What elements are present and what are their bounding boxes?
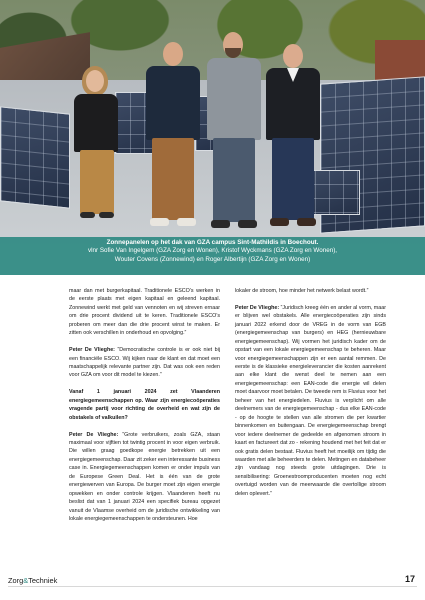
speaker-name: Peter De Vlieghe: [69, 347, 115, 354]
brand-ampersand: & [23, 576, 29, 585]
solar-panel [0, 106, 70, 208]
interview-question: Vanaf 1 januari 2024 zet Vlaanderen energiegemeenschappen op. Waar zijn energiecoöperaties vragende partij voor richting de overheid en wat zijn de obstakels of valkuilen? [69, 389, 220, 421]
paragraph: maar dan met burgerkapitaal. Traditionele ESCO’s werken in de eerste plaats met eigen kapitaal en geleend kapitaal. Zonnewind werkt met geld van vennoten en wij streven ernaar om drie procent dividend uit te keren. Traditionele ESCO’s proberen om meer dan die drie procent winst te maken. Er zitten ook verschillen in onderhoud en opvolging.” [69, 288, 220, 337]
brand-part-2: Techniek [28, 576, 58, 585]
quote-text: “Democratische controle is er ook niet bij een financiële ESCO. Wij kijken naar de klant en dat moet een maatschappelijk relevante partner zijn. Dat was ook een reden voor GZA om voor dit model te kiezen.” [69, 347, 221, 379]
paragraph: lokaler de stroom, hoe minder het netwerk belast wordt.” [235, 288, 369, 294]
quote-paragraph [69, 431, 220, 524]
caption-line: vlnr Sofie Van Ingelgem (GZA Zorg en Wonen), Kristof Wyckmans (GZA Zorg en Wonen), [87, 247, 338, 255]
caption-title: Zonnepanelen op het dak van GZA campus Sint-Mathildis in Boechout. [106, 239, 319, 246]
speaker-name: Peter De Vlieghe: [235, 304, 280, 311]
publication-brand [8, 576, 57, 585]
caption-line: Wouter Covens (Zonnewind) en Roger Albertijn (GZA Zorg en Wonen) [114, 255, 311, 263]
quote-text: “Juridisch kreeg één en ander al vorm, maar er blijven wel obstakels. Alle energiecoöperaties zijn sinds januari 2022 erkend door de VREG in de vorm van EGB (energiegemeenschap van burgers) en HEG (hernieuwbare energiegemeenschap). Wij vormen het juridisch kader om de opstart van een lokale energiegemeenschap te beheren. Maar voor energiegemeenschappen zijn er een aantal remmen. De eerste is de klassieke energieleverancier die kosten aanrekent aan elke klant die wenst deel te nemen aan een energiegemeenschap: een EAN-code die energie wil delen moet daarvoor moet betalen. De tweede rem is Fluvius voor het beheer van het energiedelen. Fluvius is verplicht om alle deelnemers van de energiegemeenschap - dus elke EAN-code - op de hoogte te stellen van alle stromen die per kwartier binnenkomen en buitengaan. De energiegemeenschap brengt voor iedere deelnemer de gedeelde en afgenomen stroom in kaart en factureert dat zo - rekening houdend met het feit dat er ook gratis delen bestaat. Fluvius heeft het moeilijk om tijdig die waarden met alle beheerders te delen. Metingen en databeheer zijn vandaag nog steeds grote uitdagingen. Drie is sensibilisering: Groenestroomproducenten moeten nog echt overtuigd worden van de meerwaarde die overtollige stroom delen oplevert.” [235, 304, 386, 497]
right-column [235, 287, 386, 498]
quote-paragraph [69, 346, 220, 380]
photo-caption [0, 237, 425, 275]
brand-part-1: Zorg [8, 576, 24, 585]
quote-text: “Grote verbruikers, zoals GZA, staan maximaal voor vijftien tot twintig procent in voor eigen verbruik. Die willen graag goedkope energie betrekken uit een energiegemeenschap. Daar zit zeker een interessante business case in. Energiegemeenschappen komen er onder impuls van de Europese Green Deal. Het is één van de grote energiewerven van Europa. De burger moet zijn eigen energie opwekken en onder controle krijgen. Vlaanderen heeft nu beslist dat van 1 januari 2024 een specifiek bureau opgezet vanuit de Vlaamse overheid om de juridische ontwikkeling van lokale energiegemeenschappen te ondersteunen. Hoe [69, 431, 221, 523]
article-body [69, 287, 390, 577]
footer-divider [8, 586, 417, 587]
speaker-name: Peter De Vlieghe: [69, 431, 119, 438]
left-column [69, 287, 220, 524]
quote-paragraph [235, 304, 386, 498]
rooftop-photo [0, 0, 425, 275]
page-number: 17 [404, 574, 415, 584]
